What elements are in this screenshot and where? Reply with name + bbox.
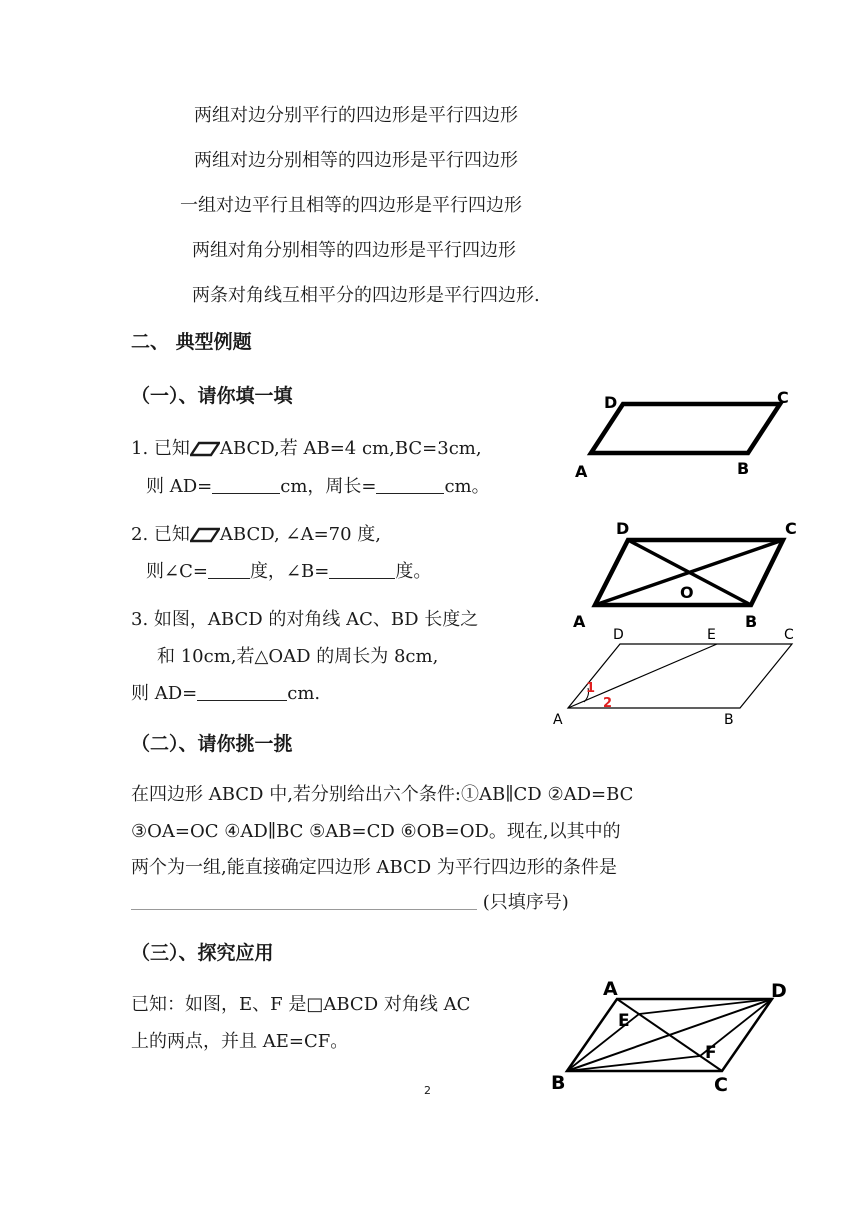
- question-1-number: 1.: [131, 438, 149, 459]
- fig3-angle-1: 1: [586, 681, 596, 696]
- answer-blank-perimeter[interactable]: [376, 475, 444, 494]
- fig1-label-d: D: [604, 393, 618, 412]
- figure-parallelogram-ae: [550, 622, 810, 732]
- answer-blank-ad[interactable]: [212, 475, 280, 494]
- question-2-text: ABCD, ∠A=70 度,: [219, 524, 381, 545]
- fig1-label-b: B: [737, 459, 750, 478]
- fig2-label-d: D: [616, 519, 630, 538]
- answer-blank-conditions[interactable]: [131, 891, 477, 910]
- fig4-label-f: F: [705, 1043, 717, 1063]
- question-1-line-2: 则 AD= cm，周长= cm。: [146, 476, 490, 497]
- part1-heading: （一）、请你填一填: [131, 385, 293, 407]
- fig4-label-b: B: [551, 1072, 566, 1094]
- theorem-1: 两组对边分别平行的四边形是平行四边形: [194, 105, 518, 126]
- question-2-line-2: 则∠C= 度，∠B= 度。: [146, 561, 432, 582]
- parallelogram-icon: [190, 527, 220, 543]
- fig3-label-d: D: [613, 627, 624, 643]
- fig3-label-c: C: [784, 627, 794, 643]
- part2-heading: （二）、请你挑一挑: [131, 733, 293, 755]
- fig1-label-c: C: [777, 388, 789, 407]
- fig3-label-b: B: [724, 712, 734, 728]
- fig3-label-e: E: [707, 627, 716, 643]
- question-3-line-2: 和 10cm,若△OAD 的周长为 8cm,: [157, 646, 439, 667]
- parallelogram-icon: [190, 441, 220, 457]
- fig1-label-a: A: [575, 462, 588, 481]
- fig2-label-c: C: [785, 519, 797, 538]
- fig2-label-a: A: [573, 612, 586, 631]
- fig4-label-d: D: [771, 980, 787, 1002]
- theorem-2: 两组对边分别相等的四边形是平行四边形: [194, 150, 518, 171]
- part2-line-3: 两个为一组,能直接确定四边形 ABCD 为平行四边形的条件是: [131, 857, 617, 878]
- fig2-label-b: B: [745, 612, 758, 631]
- fig4-label-e: E: [618, 1011, 630, 1031]
- fig3-label-a: A: [553, 712, 563, 728]
- question-2-number: 2.: [131, 524, 149, 545]
- question-2-prefix: 已知: [153, 524, 190, 545]
- theorem-4: 两组对角分别相等的四边形是平行四边形: [192, 240, 516, 261]
- part3-heading: （三）、探究应用: [131, 942, 274, 964]
- theorem-3: 一组对边平行且相等的四边形是平行四边形: [180, 195, 522, 216]
- fig4-label-c: C: [714, 1074, 728, 1095]
- figure-parallelogram-1: [560, 380, 810, 490]
- section-heading-examples: 二、 典型例题: [131, 331, 252, 353]
- fig3-angle-2: 2: [603, 696, 613, 711]
- answer-blank-angle-c[interactable]: [208, 560, 250, 579]
- part3-line-2: 上的两点，并且 AE=CF。: [131, 1031, 349, 1052]
- question-2-line-1: [131, 523, 381, 547]
- question-3-line-3: 则 AD= cm.: [131, 683, 321, 704]
- question-1-prefix: 已知: [153, 438, 190, 459]
- question-1-text: ABCD,若 AB=4 cm,BC=3cm,: [219, 438, 482, 459]
- answer-blank-angle-b[interactable]: [329, 560, 395, 579]
- question-3-line-1: 3. 如图，ABCD 的对角线 AC、BD 长度之: [131, 609, 479, 630]
- fig4-label-a: A: [603, 978, 618, 1000]
- fig2-label-o: O: [680, 583, 694, 602]
- part2-line-1: 在四边形 ABCD 中,若分别给出六个条件:①AB∥CD ②AD=BC: [131, 784, 634, 805]
- figure-parallelogram-ef: [545, 975, 805, 1095]
- part3-line-1: 已知：如图，E、F 是□ABCD 对角线 AC: [131, 994, 471, 1015]
- page-number: 2: [424, 1084, 431, 1097]
- question-1-line-1: [131, 437, 482, 461]
- answer-blank-ad-q3[interactable]: [197, 682, 287, 701]
- part2-line-2: ③OA=OC ④AD∥BC ⑤AB=CD ⑥OB=OD。现在,以其中的: [131, 821, 621, 842]
- figure-parallelogram-diagonals: [560, 510, 810, 640]
- theorem-5: 两条对角线互相平分的四边形是平行四边形.: [192, 285, 540, 306]
- part2-line-4: (只填序号): [131, 891, 569, 915]
